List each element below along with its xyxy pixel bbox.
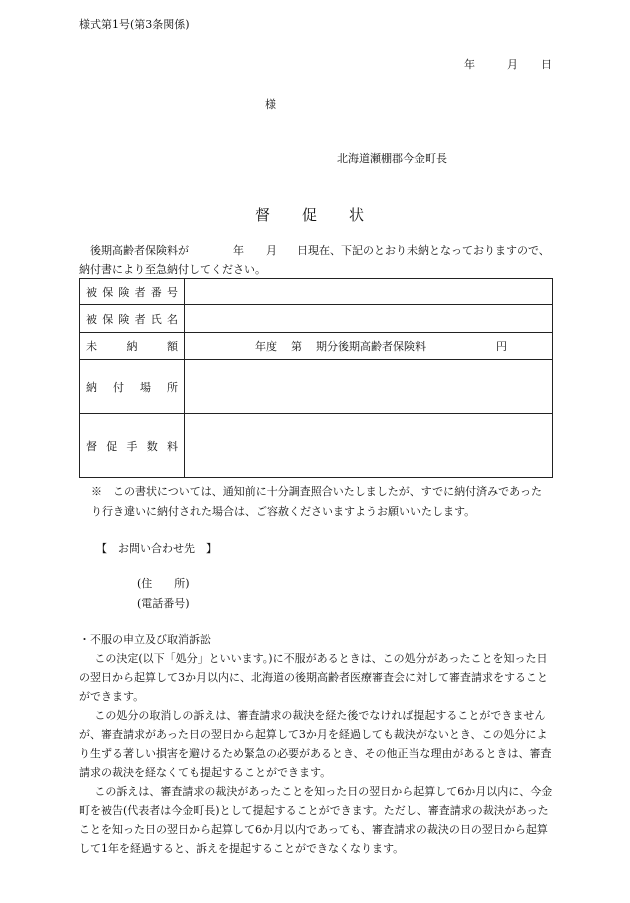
contact-phone-label: (電話番号) <box>137 597 190 610</box>
appeal-paragraph-2: この処分の取消しの訴えは、審査請求の裁決を経た後でなければ提起することができませんが、審査請求があった日の翌日から起算して3か月を経過しても裁決がないとき、この処分により生ずる著しい損害を避けるため緊急の必要があるとき、その他正当な理由があるときは、審査請求の裁決を経なくても提起することができます。 <box>79 709 552 779</box>
intro-year: 年 <box>233 244 244 257</box>
value-payment-place[interactable] <box>185 360 553 414</box>
value-unpaid-amount[interactable] <box>185 333 553 360</box>
unpaid-period: 期分後期高齢者保険料 <box>316 340 426 353</box>
value-insured-number[interactable] <box>185 279 553 305</box>
note-text: この書状については、通知前に十分調査照合いたしましたが、すでに納付済みであったり行き違いに納付された場合は、ご容赦くださいますようお願いいたします。 <box>91 485 542 518</box>
label-char: 氏 <box>150 312 162 326</box>
label-char: 料 <box>167 439 178 453</box>
intro-part1: 後期高齢者保険料が <box>90 244 189 257</box>
value-dunning-fee[interactable] <box>185 414 553 478</box>
label-char: 未 <box>86 340 97 353</box>
row-payment-place <box>80 360 553 414</box>
label-payment-place <box>80 360 185 414</box>
note <box>91 482 551 522</box>
label-insured-name-text <box>86 311 178 327</box>
label-insured-number <box>80 279 185 305</box>
unpaid-fiscal-year: 年度 <box>255 340 277 353</box>
label-char: 納 <box>126 340 138 353</box>
appeal-paragraph-1: この決定(以下「処分」といいます。)に不服があるときは、この処分があったことを知った日の翌日から起算して3か月以内に、北海道の後期高齢者医療審査会に対して審査請求をすることができます。 <box>79 652 548 703</box>
contact-heading-text: お問い合わせ先 <box>118 542 195 555</box>
label-char: 名 <box>166 312 178 326</box>
addressee-suffix: 様 <box>265 98 276 111</box>
label-char: 被 <box>86 285 97 299</box>
label-char: 番 <box>150 285 162 299</box>
document-title <box>255 204 364 225</box>
label-char: 者 <box>134 285 146 299</box>
date-year-label: 年 <box>464 58 475 71</box>
appeal-paragraph-3: この訴えは、審査請求の裁決があったことを知った日の翌日から起算して6か月以内に、今金町を被告(代表者は今金町長)として提起することができます。ただし、審査請求の裁決があったことを知った日の翌日から起算して6か月以内であっても、審査請求の裁決の日の翌日から起算して1年を経過すると、訴えを提起することができなくなります。 <box>79 785 553 855</box>
delinquency-table <box>79 278 553 478</box>
contact-bracket-open: 【 <box>96 542 107 555</box>
value-insured-name[interactable] <box>185 305 553 333</box>
unpaid-yen: 円 <box>496 340 507 353</box>
title-char-1: 督 <box>255 206 271 224</box>
label-dunning-fee-text <box>86 438 178 454</box>
intro-month: 月 <box>266 244 277 257</box>
date-line <box>464 56 552 72</box>
label-unpaid-amount-text <box>86 338 178 354</box>
label-char: 険 <box>118 285 130 299</box>
contact-heading <box>96 540 217 556</box>
row-insured-number <box>80 279 553 305</box>
label-char: 保 <box>102 312 114 326</box>
unpaid-nth: 第 <box>291 340 302 353</box>
label-dunning-fee <box>80 414 185 478</box>
row-dunning-fee <box>80 414 553 478</box>
title-char-3: 状 <box>349 206 365 224</box>
label-char: 督 <box>86 439 97 453</box>
label-char: 保 <box>102 285 114 299</box>
note-mark: ※ <box>91 485 102 498</box>
appeal-section <box>79 630 553 858</box>
label-char: 促 <box>106 439 118 453</box>
label-char: 数 <box>146 439 158 453</box>
contact-address-label: (住 所) <box>137 577 190 590</box>
issuer-name: 北海道瀬棚郡今金町長 <box>337 152 447 165</box>
label-char: 所 <box>167 380 178 394</box>
label-insured-name <box>80 305 185 333</box>
label-char: 者 <box>134 312 146 326</box>
label-char: 手 <box>126 439 138 453</box>
title-char-2: 促 <box>302 206 318 224</box>
row-unpaid-amount <box>80 333 553 360</box>
label-char: 納 <box>86 380 97 394</box>
appeal-heading: ・不服の申立及び取消訴訟 <box>79 633 211 646</box>
label-char: 被 <box>86 312 97 326</box>
date-day-label: 日 <box>541 58 552 71</box>
date-month-label: 月 <box>507 58 518 71</box>
label-unpaid-amount <box>80 333 185 360</box>
label-char: 号 <box>166 285 178 299</box>
label-char: 険 <box>118 312 130 326</box>
row-insured-name <box>80 305 553 333</box>
contact-bracket-close: 】 <box>206 542 217 555</box>
intro-part2: 日現在、下記のとおり未納となっておりますので、納付書により至急納付してください。 <box>79 244 550 276</box>
form-number: 様式第1号(第3条関係) <box>79 18 190 31</box>
label-payment-place-text <box>86 379 178 395</box>
label-char: 額 <box>167 340 178 353</box>
label-insured-number-text <box>86 284 178 300</box>
intro-text <box>79 241 557 279</box>
label-char: 場 <box>140 380 151 394</box>
label-char: 付 <box>113 380 124 394</box>
